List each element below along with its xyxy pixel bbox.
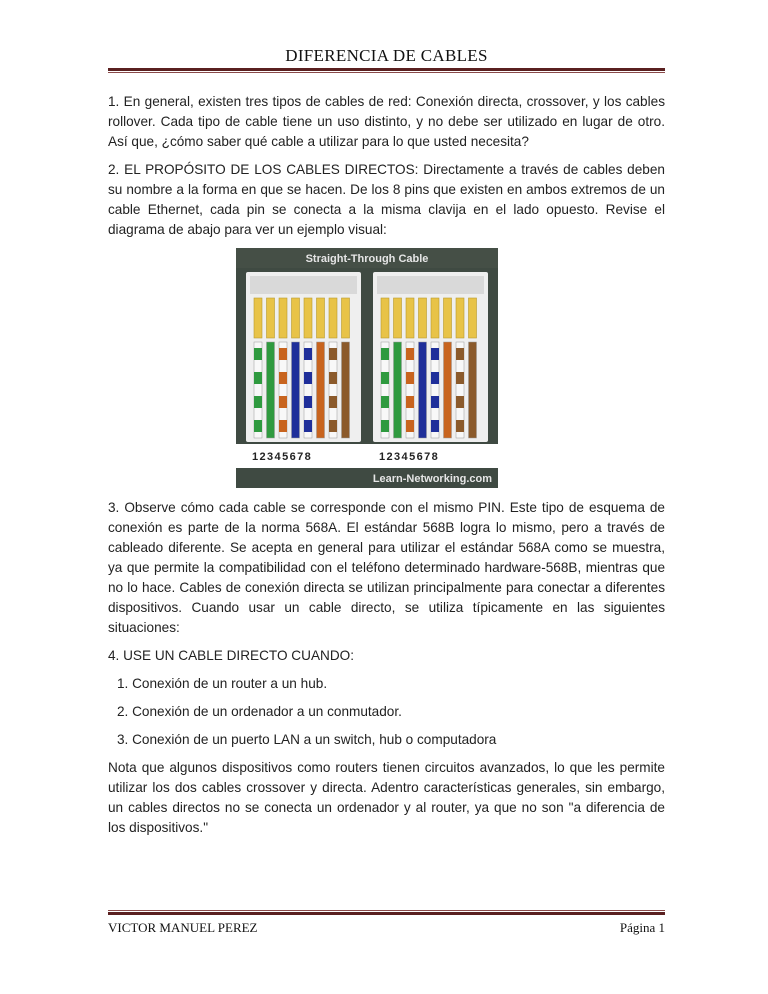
pin-contact — [342, 298, 350, 338]
header-rule — [108, 68, 665, 73]
pin-contact — [304, 298, 312, 338]
wire-stripe — [431, 420, 439, 432]
wire-stripe — [304, 420, 312, 432]
wire-stripe — [329, 348, 337, 360]
pin-contact — [419, 298, 427, 338]
wire — [292, 342, 300, 438]
wire-stripe — [304, 396, 312, 408]
wire-stripe — [329, 420, 337, 432]
document-body — [108, 92, 665, 846]
wire-stripe — [381, 372, 389, 384]
straight-through-cable-diagram — [236, 248, 498, 488]
wire — [342, 342, 350, 438]
list-item: 3. Conexión de un puerto LAN a un switch, hub o computadora — [117, 732, 497, 747]
left-connector — [246, 272, 361, 442]
wire-stripe — [456, 348, 464, 360]
list-item: 1. Conexión de un router a un hub. — [117, 676, 328, 691]
right-connector — [373, 272, 488, 442]
pin-contact — [456, 298, 464, 338]
wire-stripe — [329, 396, 337, 408]
pin-contact — [279, 298, 287, 338]
wire-stripe — [406, 420, 414, 432]
wire-stripe — [279, 396, 287, 408]
wire — [419, 342, 427, 438]
wire — [444, 342, 452, 438]
wire-stripe — [406, 348, 414, 360]
paragraph-5: Nota que algunos dispositivos como routers tienen circuitos avanzados, lo que les permite utilizar los dos cables crossover y directa. Adentro características generales, sin embargo, un cables directos no se conecta un ordenador y al router, ya que no son "a diferencia de los dispositivos." — [108, 760, 665, 835]
pin-numbers-left: 12345678 — [252, 451, 313, 463]
pin-contact — [329, 298, 337, 338]
wire-stripe — [381, 420, 389, 432]
pin-contact — [381, 298, 389, 338]
wire-stripe — [431, 396, 439, 408]
wire-stripe — [254, 372, 262, 384]
wire-stripe — [329, 372, 337, 384]
wire — [394, 342, 402, 438]
pin-contact — [444, 298, 452, 338]
pin-contact — [406, 298, 414, 338]
wire-stripe — [254, 420, 262, 432]
diagram-banner-text: Straight-Through Cable — [305, 253, 429, 265]
wire-stripe — [304, 372, 312, 384]
connector-latch — [377, 276, 484, 294]
pin-contact — [267, 298, 275, 338]
wire-stripe — [381, 396, 389, 408]
pin-contact — [431, 298, 439, 338]
wire-stripe — [381, 348, 389, 360]
wire-stripe — [456, 420, 464, 432]
paragraph-1: 1. En general, existen tres tipos de cables de red: Conexión directa, crossover, y los cables rollover. Cada tipo de cable tiene un uso distinto, y no debe ser utilizado en lugar de otro. Así que, ¿cómo saber qué cable a utilizar para lo que usted necesita? — [108, 94, 665, 149]
wire-stripe — [279, 420, 287, 432]
list-item: 2. Conexión de un ordenador a un conmutador. — [117, 704, 402, 719]
wire — [469, 342, 477, 438]
footer-author: VICTOR MANUEL PEREZ — [108, 920, 258, 935]
pin-contact — [394, 298, 402, 338]
wire-stripe — [456, 396, 464, 408]
footer-rule — [108, 910, 665, 915]
wire-stripe — [304, 348, 312, 360]
pin-contact — [254, 298, 262, 338]
wire-stripe — [254, 396, 262, 408]
wire-stripe — [254, 348, 262, 360]
footer-page-number: Página 1 — [619, 920, 665, 935]
wire-stripe — [279, 372, 287, 384]
paragraph-4-heading: 4. USE UN CABLE DIRECTO CUANDO: — [108, 648, 354, 663]
wire-stripe — [431, 372, 439, 384]
wire — [317, 342, 325, 438]
wire — [267, 342, 275, 438]
diagram-site-label: Learn-Networking.com — [372, 473, 492, 485]
connector-latch — [250, 276, 357, 294]
wire-stripe — [406, 396, 414, 408]
pin-contact — [469, 298, 477, 338]
wire-stripe — [279, 348, 287, 360]
paragraph-3: 3. Observe cómo cada cable se corresponde con el mismo PIN. Este tipo de esquema de conexión es parte de la norma 568A. El estándar 568B logra lo mismo, pero a través de cableado diferente. Se acepta en general para utilizar el estándar 568A como se muestra, ya que permite la compatibilidad con el teléfono determinado hardware-568B, mientras que no lo hace. Cables de conexión directa se utilizan principalmente para conectar a diferentes dispositivos. Cuando usar un cable directo, se utiliza típicamente en las siguientes situaciones: — [108, 500, 665, 635]
pin-contact — [317, 298, 325, 338]
page-title: DIFERENCIA DE CABLES — [285, 46, 488, 65]
paragraph-2: 2. EL PROPÓSITO DE LOS CABLES DIRECTOS: Directamente a través de cables deben su nombre a la forma en que se hacen. De los 8 pins que existen en ambos extremos de un cable Ethernet, cada pin se conecta a la misma clavija en el lado opuesto. Revise el diagrama de abajo para ver un ejemplo visual: — [108, 162, 665, 237]
wire-stripe — [406, 372, 414, 384]
wire-stripe — [431, 348, 439, 360]
wire-stripe — [456, 372, 464, 384]
pin-contact — [292, 298, 300, 338]
pin-numbers-right: 12345678 — [379, 451, 440, 463]
